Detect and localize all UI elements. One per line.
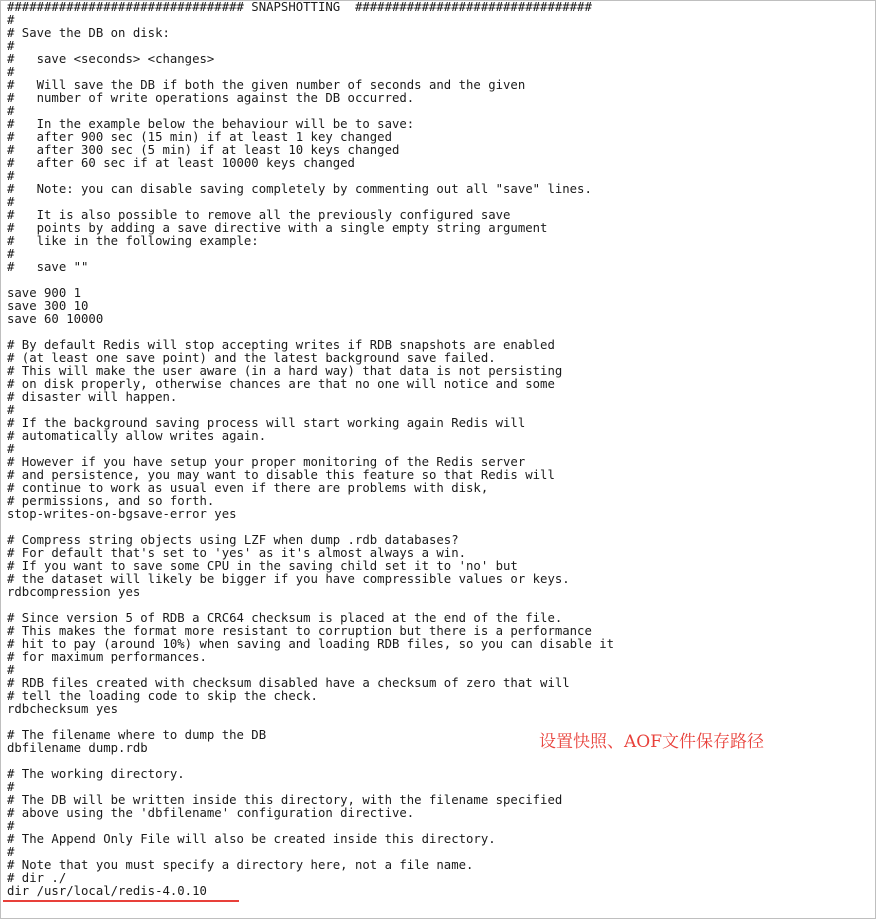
config-line: # <box>7 845 15 859</box>
config-line: # By default Redis will stop accepting writes if RDB snapshots are enabled <box>7 338 555 352</box>
config-line: # like in the following example: <box>7 234 259 248</box>
annotation-note: 设置快照、AOF文件保存路径 <box>539 732 765 752</box>
config-line: # after 900 sec (15 min) if at least 1 key changed <box>7 130 392 144</box>
config-line: dir /usr/local/redis-4.0.10 <box>7 884 207 898</box>
config-line: # RDB files created with checksum disabled have a checksum of zero that will <box>7 676 570 690</box>
config-line: save 900 1 <box>7 286 82 300</box>
config-line: # and persistence, you may want to disable this feature so that Redis will <box>7 468 555 482</box>
config-line: stop-writes-on-bgsave-error yes <box>7 507 237 521</box>
config-line: # In the example below the behaviour will be to save: <box>7 117 415 131</box>
config-line: # points by adding a save directive with a single empty string argument <box>7 221 548 235</box>
config-line: # <box>7 65 15 79</box>
config-line: # <box>7 13 15 27</box>
config-line: # automatically allow writes again. <box>7 429 267 443</box>
config-line: rdbchecksum yes <box>7 702 119 716</box>
config-line: # <box>7 780 15 794</box>
config-line: # <box>7 819 15 833</box>
config-line: # for maximum performances. <box>7 650 207 664</box>
highlight-underline <box>3 900 239 902</box>
config-line: # (at least one save point) and the latest background save failed. <box>7 351 496 365</box>
config-line: # The filename where to dump the DB <box>7 728 267 742</box>
config-line: # However if you have setup your proper monitoring of the Redis server <box>7 455 526 469</box>
config-line: # Since version 5 of RDB a CRC64 checksum is placed at the end of the file. <box>7 611 563 625</box>
config-line: # It is also possible to remove all the previously configured save <box>7 208 511 222</box>
config-line: # <box>7 442 15 456</box>
config-line: # If the background saving process will start working again Redis will <box>7 416 526 430</box>
config-line: # hit to pay (around 10%) when saving and loading RDB files, so you can disable it <box>7 637 615 651</box>
config-line: dbfilename dump.rdb <box>7 741 148 755</box>
config-line: # save <seconds> <changes> <box>7 52 215 66</box>
config-line: # on disk properly, otherwise chances are that no one will notice and some <box>7 377 555 391</box>
config-line: # after 60 sec if at least 10000 keys changed <box>7 156 355 170</box>
config-line: # <box>7 403 15 417</box>
config-line: # the dataset will likely be bigger if you have compressible values or keys. <box>7 572 570 586</box>
config-line: # This makes the format more resistant to corruption but there is a performance <box>7 624 592 638</box>
config-line: # continue to work as usual even if there are problems with disk, <box>7 481 489 495</box>
config-line: # <box>7 247 15 261</box>
config-line: # For default that's set to 'yes' as it's almost always a win. <box>7 546 467 560</box>
config-line: # tell the loading code to skip the check. <box>7 689 318 703</box>
config-line: # <box>7 195 15 209</box>
config-line: # This will make the user aware (in a hard way) that data is not persisting <box>7 364 563 378</box>
config-line: # Will save the DB if both the given number of seconds and the given <box>7 78 526 92</box>
config-line: # <box>7 663 15 677</box>
config-line: # Note that you must specify a directory here, not a file name. <box>7 858 474 872</box>
config-line: # The DB will be written inside this directory, with the filename specified <box>7 793 563 807</box>
config-line: ################################ SNAPSHOTTING ################################ <box>7 0 592 14</box>
config-line: # Note: you can disable saving completely by commenting out all "save" lines. <box>7 182 592 196</box>
config-line: # The Append Only File will also be created inside this directory. <box>7 832 496 846</box>
config-line: # The working directory. <box>7 767 185 781</box>
config-line: # save "" <box>7 260 89 274</box>
config-line: # disaster will happen. <box>7 390 178 404</box>
config-line: # <box>7 104 15 118</box>
config-line <box>7 274 614 287</box>
config-line: # Compress string objects using LZF when dump .rdb databases? <box>7 533 459 547</box>
config-line: # <box>7 169 15 183</box>
config-line: save 300 10 <box>7 299 89 313</box>
config-line: # If you want to save some CPU in the saving child set it to 'no' but <box>7 559 518 573</box>
config-file-text <box>7 1 614 898</box>
config-line: # <box>7 39 15 53</box>
config-line: # dir ./ <box>7 871 67 885</box>
config-line: save 60 10000 <box>7 312 104 326</box>
config-line: # after 300 sec (5 min) if at least 10 keys changed <box>7 143 400 157</box>
config-line: rdbcompression yes <box>7 585 141 599</box>
config-line: # above using the 'dbfilename' configuration directive. <box>7 806 415 820</box>
config-line: # Save the DB on disk: <box>7 26 170 40</box>
config-line: # number of write operations against the DB occurred. <box>7 91 415 105</box>
config-line: # permissions, and so forth. <box>7 494 215 508</box>
